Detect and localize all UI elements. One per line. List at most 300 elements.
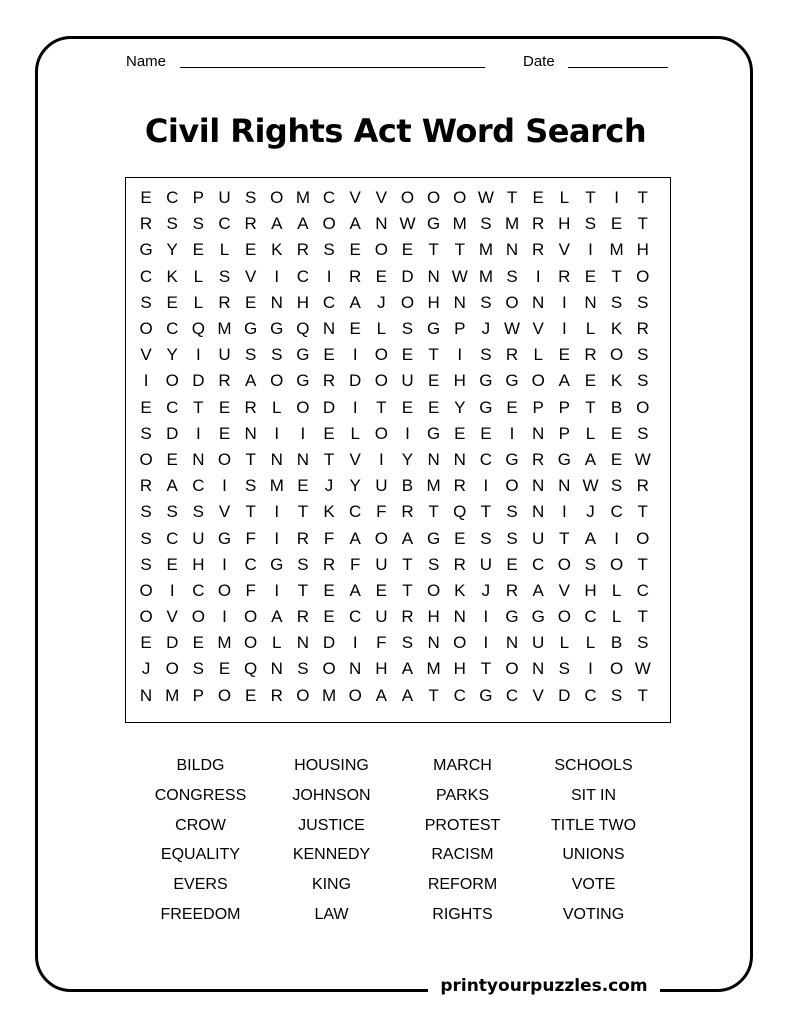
grid-cell: N: [532, 502, 545, 522]
grid-cell: H: [584, 580, 597, 600]
grid-cell: S: [610, 685, 623, 705]
grid-cell: T: [637, 188, 648, 208]
grid-cell: E: [401, 397, 414, 417]
grid-cell: C: [192, 476, 205, 496]
grid-cell: N: [505, 633, 519, 653]
grid-cell: O: [374, 240, 388, 260]
grid-cell: E: [192, 240, 205, 260]
grid-cell: T: [559, 528, 570, 548]
grid-cell: I: [457, 345, 463, 365]
word-list-item: REFORM: [427, 876, 498, 894]
word-list-item: PROTEST: [424, 816, 501, 834]
grid-cell: T: [402, 580, 413, 600]
grid-cell: E: [401, 345, 414, 365]
grid-cell: I: [509, 423, 515, 443]
grid-cell: O: [244, 607, 258, 627]
grid-cell: P: [192, 188, 205, 208]
grid-cell: E: [454, 423, 466, 443]
word-list-item: EVERS: [173, 876, 228, 894]
grid-cell: Q: [296, 319, 310, 339]
grid-cell: R: [532, 449, 545, 469]
word-list-item: EQUALITY: [160, 846, 241, 864]
grid-cell: R: [453, 554, 466, 574]
grid-cell: S: [480, 345, 492, 365]
grid-cell: L: [193, 266, 204, 286]
grid-cell: A: [584, 528, 597, 548]
grid-cell: S: [584, 554, 597, 574]
grid-cell: O: [348, 685, 362, 705]
grid-cell: W: [582, 476, 599, 496]
word-list-item: KENNEDY: [292, 846, 371, 864]
grid-cell: L: [559, 188, 570, 208]
grid-cell: O: [505, 476, 519, 496]
grid-cell: K: [166, 266, 178, 286]
grid-cell: T: [193, 397, 204, 417]
grid-cell: A: [349, 580, 361, 600]
grid-cell: Q: [191, 319, 205, 339]
grid-cell: S: [584, 214, 597, 234]
grid-cell: G: [479, 371, 493, 391]
grid-cell: A: [401, 528, 414, 548]
grid-cell: U: [532, 633, 545, 653]
grid-cell: A: [271, 607, 283, 627]
grid-cell: S: [610, 476, 623, 496]
grid-cell: T: [585, 397, 596, 417]
grid-cell: O: [400, 292, 415, 312]
word-list-item: CONGRESS: [154, 786, 247, 804]
grid-cell: R: [322, 371, 336, 391]
grid-cell: E: [454, 528, 466, 548]
grid-cell: C: [218, 214, 231, 234]
grid-cell: R: [244, 214, 257, 234]
grid-cell: S: [323, 240, 335, 260]
grid-cell: N: [192, 449, 205, 469]
grid-cell: I: [378, 449, 384, 469]
grid-cell: I: [561, 502, 567, 522]
grid-cell: T: [376, 397, 387, 417]
grid-cell: E: [375, 580, 387, 600]
grid-cell: I: [274, 423, 280, 443]
grid-cell: D: [322, 397, 336, 417]
grid-cell: F: [376, 502, 387, 522]
word-list-item: SCHOOLS: [554, 757, 633, 774]
grid-cell: S: [166, 214, 178, 234]
grid-cell: C: [322, 292, 336, 312]
grid-cell: M: [504, 214, 520, 234]
grid-cell: S: [637, 423, 649, 443]
word-list-item: CROW: [175, 816, 226, 834]
grid-cell: W: [477, 188, 494, 208]
grid-cell: V: [166, 607, 178, 627]
grid-cell: S: [140, 423, 152, 443]
grid-cell: E: [218, 397, 231, 417]
grid-cell: V: [349, 188, 361, 208]
grid-cell: O: [322, 214, 336, 234]
grid-cell: V: [558, 580, 570, 600]
grid-cell: I: [143, 371, 149, 391]
grid-cell: R: [636, 476, 649, 496]
grid-cell: M: [217, 319, 232, 339]
grid-cell: O: [609, 345, 624, 365]
grid-cell: F: [245, 580, 256, 600]
grid-cell: R: [558, 266, 571, 286]
grid-cell: E: [323, 580, 335, 600]
grid-cell: N: [532, 476, 545, 496]
grid-cell: C: [584, 607, 597, 627]
grid-cell: S: [297, 659, 309, 679]
grid-cell: S: [637, 371, 649, 391]
grid-cell: R: [139, 476, 153, 496]
grid-cell: Y: [166, 240, 178, 260]
grid-cell: R: [453, 476, 466, 496]
grid-cell: S: [480, 214, 492, 234]
grid-cell: O: [374, 423, 388, 443]
grid-cell: H: [558, 214, 571, 234]
grid-cell: U: [375, 607, 388, 627]
grid-cell: S: [637, 292, 649, 312]
grid-cell: I: [405, 423, 410, 443]
grid-cell: T: [297, 502, 309, 522]
grid-cell: S: [140, 292, 152, 312]
grid-cell: T: [297, 580, 309, 600]
grid-cell: P: [454, 319, 466, 339]
grid-cell: S: [610, 292, 623, 312]
grid-cell: R: [584, 345, 597, 365]
grid-cell: I: [195, 345, 201, 365]
grid-cell: S: [427, 554, 440, 574]
grid-cell: E: [323, 345, 335, 365]
grid-cell: S: [401, 319, 414, 339]
grid-cell: E: [558, 345, 570, 365]
grid-cell: S: [401, 633, 414, 653]
grid-cell: R: [296, 528, 310, 548]
grid-cell: L: [350, 423, 360, 443]
grid-cell: C: [610, 502, 623, 522]
grid-cell: I: [352, 345, 358, 365]
grid-cell: O: [374, 371, 388, 391]
grid-cell: T: [637, 685, 648, 705]
grid-cell: K: [323, 502, 335, 522]
word-list: [135, 755, 660, 934]
grid-cell: R: [401, 502, 414, 522]
grid-cell: E: [610, 449, 623, 469]
grid-cell: R: [218, 292, 231, 312]
grid-cell: I: [274, 580, 280, 600]
grid-cell: I: [352, 633, 358, 653]
grid-cell: I: [222, 476, 227, 496]
grid-cell: R: [532, 240, 545, 260]
word-list-item: PARKS: [435, 786, 490, 804]
grid-cell: G: [427, 423, 441, 443]
grid-cell: T: [637, 214, 648, 234]
grid-cell: G: [427, 214, 441, 234]
grid-cell: O: [427, 580, 441, 600]
grid-cell: J: [481, 580, 491, 600]
grid-cell: M: [165, 685, 180, 705]
grid-cell: F: [376, 633, 387, 653]
grid-cell: V: [140, 345, 152, 365]
grid-cell: M: [426, 476, 441, 496]
grid-cell: N: [427, 633, 440, 653]
grid-cell: O: [636, 528, 650, 548]
grid-cell: I: [326, 266, 332, 286]
grid-cell: T: [585, 188, 596, 208]
grid-cell: S: [140, 528, 152, 548]
grid-cell: M: [478, 266, 493, 286]
grid-cell: O: [636, 397, 650, 417]
grid-cell: H: [636, 240, 649, 260]
grid-cell: O: [165, 659, 179, 679]
grid-cell: U: [479, 554, 493, 574]
grid-cell: F: [245, 528, 256, 548]
grid-cell: E: [401, 240, 414, 260]
grid-cell: O: [296, 685, 310, 705]
grid-cell: W: [504, 319, 521, 339]
grid-cell: T: [428, 345, 439, 365]
grid-cell: T: [637, 554, 648, 574]
grid-cell: C: [296, 266, 310, 286]
grid-cell: I: [274, 502, 280, 522]
grid-cell: N: [139, 685, 153, 705]
grid-cell: T: [245, 502, 256, 522]
grid-cell: U: [532, 528, 545, 548]
grid-cell: O: [427, 188, 441, 208]
grid-cell: J: [377, 292, 386, 312]
grid-cell: E: [427, 371, 440, 391]
grid-cell: O: [139, 319, 153, 339]
grid-cell: W: [634, 659, 651, 679]
grid-cell: Q: [453, 502, 467, 522]
grid-cell: C: [636, 580, 649, 600]
grid-cell: O: [531, 371, 545, 391]
grid-cell: E: [218, 423, 231, 443]
grid-cell: L: [611, 580, 622, 600]
grid-cell: L: [585, 633, 596, 653]
grid-cell: S: [480, 292, 492, 312]
grid-cell: I: [535, 266, 541, 286]
grid-cell: C: [192, 580, 205, 600]
grid-cell: O: [557, 607, 571, 627]
grid-cell: O: [505, 292, 519, 312]
grid-cell: N: [453, 607, 466, 627]
grid-cell: O: [139, 607, 153, 627]
grid-cell: S: [558, 659, 570, 679]
grid-cell: N: [296, 449, 310, 469]
grid-cell: O: [217, 449, 232, 469]
grid-cell: W: [399, 214, 416, 234]
grid-cell: O: [296, 397, 310, 417]
grid-cell: A: [349, 214, 361, 234]
grid-cell: S: [637, 633, 649, 653]
grid-cell: R: [532, 214, 545, 234]
grid-cell: U: [375, 554, 388, 574]
grid-cell: V: [218, 502, 231, 522]
grid-cell: A: [244, 371, 257, 391]
word-list-item: MARCH: [433, 757, 492, 774]
grid-cell: O: [217, 580, 232, 600]
grid-cell: E: [532, 188, 544, 208]
grid-cell: N: [296, 633, 310, 653]
grid-cell: R: [296, 607, 310, 627]
grid-cell: A: [401, 659, 414, 679]
grid-cell: L: [272, 633, 282, 653]
grid-cell: G: [531, 607, 545, 627]
grid-cell: H: [296, 292, 310, 312]
grid-cell: O: [505, 659, 519, 679]
word-search-grid: [125, 177, 671, 723]
grid-cell: O: [557, 554, 571, 574]
grid-cell: E: [166, 449, 178, 469]
grid-cell: E: [297, 476, 309, 496]
grid-cell: L: [533, 345, 543, 365]
grid-cell: T: [480, 659, 492, 679]
grid-cell: A: [349, 528, 361, 548]
word-list-item: RACISM: [431, 846, 494, 864]
grid-cell: S: [192, 659, 205, 679]
grid-cell: O: [453, 633, 467, 653]
grid-cell: N: [532, 423, 545, 443]
grid-cell: S: [506, 502, 518, 522]
grid-cell: V: [532, 685, 544, 705]
grid-cell: C: [532, 554, 545, 574]
grid-cell: E: [140, 633, 152, 653]
grid-cell: I: [483, 607, 489, 627]
grid-cell: G: [479, 397, 493, 417]
grid-cell: N: [532, 659, 545, 679]
grid-cell: D: [558, 685, 571, 705]
grid-cell: N: [270, 659, 283, 679]
word-list-item: JUSTICE: [298, 816, 365, 834]
grid-cell: G: [427, 528, 441, 548]
grid-cell: A: [375, 685, 387, 705]
grid-cell: E: [140, 188, 152, 208]
grid-cell: E: [244, 685, 257, 705]
grid-cell: S: [244, 345, 257, 365]
grid-cell: K: [271, 240, 283, 260]
grid-cell: T: [428, 685, 439, 705]
grid-cell: U: [218, 345, 231, 365]
grid-cell: O: [139, 580, 153, 600]
grid-cell: E: [166, 554, 178, 574]
grid-cell: L: [272, 397, 282, 417]
grid-cell: R: [296, 240, 310, 260]
grid-cell: T: [245, 449, 256, 469]
grid-cell: I: [195, 423, 201, 443]
grid-cell: F: [323, 528, 335, 548]
grid-cell: H: [427, 607, 440, 627]
grid-cell: C: [479, 449, 493, 469]
grid-cell: I: [222, 554, 227, 574]
grid-cell: U: [218, 188, 231, 208]
grid-cell: M: [217, 633, 232, 653]
grid-cell: N: [270, 449, 283, 469]
grid-cell: Y: [349, 476, 361, 496]
grid-cell: E: [323, 423, 335, 443]
word-list-item: LAW: [314, 905, 349, 923]
grid-cell: N: [322, 319, 336, 339]
grid-cell: T: [506, 188, 518, 208]
grid-cell: I: [274, 528, 280, 548]
grid-cell: J: [324, 476, 334, 496]
grid-cell: S: [637, 345, 649, 365]
grid-cell: L: [585, 319, 596, 339]
grid-cell: E: [610, 214, 623, 234]
grid-cell: C: [349, 607, 362, 627]
grid-cell: H: [192, 554, 205, 574]
grid-cell: A: [271, 214, 283, 234]
grid-cell: I: [222, 607, 227, 627]
grid-cell: K: [610, 319, 623, 339]
grid-cell: C: [349, 502, 362, 522]
grid-cell: K: [610, 371, 623, 391]
grid-cell: I: [588, 659, 593, 679]
grid-cell: O: [217, 685, 232, 705]
grid-cell: Y: [401, 449, 414, 469]
word-list-item: TITLE TWO: [550, 816, 637, 834]
grid-cell: J: [586, 502, 595, 522]
grid-cell: M: [426, 659, 441, 679]
grid-cell: I: [300, 423, 306, 443]
grid-cell: O: [636, 266, 650, 286]
grid-cell: H: [427, 292, 440, 312]
word-list-item: RIGHTS: [432, 905, 493, 923]
grid-cell: O: [374, 345, 388, 365]
grid-cell: T: [428, 502, 439, 522]
grid-cell: E: [166, 292, 178, 312]
grid-cell: A: [532, 580, 544, 600]
grid-cell: I: [561, 319, 567, 339]
grid-cell: M: [452, 214, 467, 234]
grid-cell: T: [402, 554, 413, 574]
grid-cell: M: [609, 240, 624, 260]
grid-cell: H: [375, 659, 388, 679]
grid-cell: H: [453, 659, 466, 679]
grid-cell: E: [323, 607, 335, 627]
grid-cell: J: [141, 659, 151, 679]
grid-cell: E: [244, 292, 257, 312]
grid-cell: V: [532, 319, 544, 339]
grid-cell: P: [192, 685, 205, 705]
grid-cell: D: [166, 633, 179, 653]
grid-cell: C: [584, 685, 597, 705]
grid-cell: N: [427, 266, 440, 286]
grid-cell: E: [610, 423, 623, 443]
grid-cell: I: [561, 292, 567, 312]
grid-cell: G: [427, 319, 441, 339]
grid-cell: G: [296, 345, 310, 365]
grid-cell: J: [481, 319, 491, 339]
grid-cell: E: [584, 266, 597, 286]
grid-cell: N: [244, 423, 257, 443]
grid-cell: I: [483, 633, 489, 653]
grid-cell: V: [375, 188, 387, 208]
grid-cell: E: [375, 266, 387, 286]
grid-cell: G: [270, 319, 284, 339]
grid-cell: U: [401, 371, 414, 391]
grid-cell: A: [166, 476, 178, 496]
grid-cell: R: [139, 214, 153, 234]
grid-cell: D: [401, 266, 414, 286]
grid-cell: Y: [166, 345, 178, 365]
grid-cell: W: [634, 449, 651, 469]
grid-cell: I: [169, 580, 175, 600]
grid-cell: G: [139, 240, 153, 260]
footer-site: printyourpuzzles.com: [440, 976, 648, 996]
grid-cell: B: [401, 476, 414, 496]
grid-cell: O: [139, 449, 153, 469]
grid-cell: N: [270, 292, 283, 312]
word-list-item: KING: [311, 876, 352, 894]
